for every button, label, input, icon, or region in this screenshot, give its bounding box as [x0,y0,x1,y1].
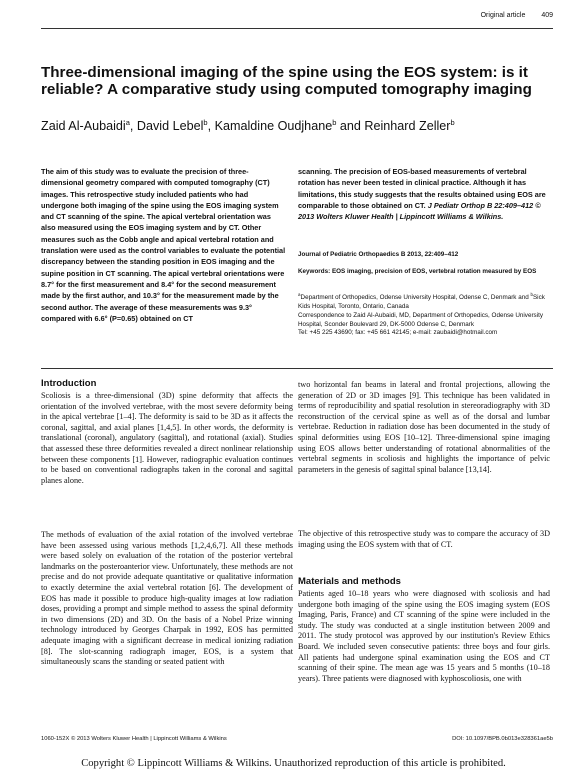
abstract-left: The aim of this study was to evaluate the precision of three-dimensional geometry compared with computed tomography (CT) images. This retrospective study included patients who had undergone both imaging of the spine using the EOS imaging system and CT scanning of the spine. The apical vertebral orientation was also measured using the EOS imaging system and by CT. Other measures such as the Cobb angle and apical vertebral rotation and translation were used as the control variables to evaluate the potential discrepancy between the standing position in EOS imaging and the supine position in CT scanning. The apical vertebral orientations were 8.7° for the first measurement and 8.4° for the second measurement made by the first author, and 10.3° for the measurement made by the second author. The average of these measurements was 9.3° compared with 6.6° (P=0.65) obtained on CT [41,167,286,323]
author-list: Zaid Al-Aubaidi$^a$, David Lebel$^b$, Kamaldine Oudjhane$^b$ and Reinhard Zeller$^b$ [41,118,455,134]
author: Reinhard Zeller [364,119,451,134]
copyright-notice: Copyright © Lippincott Williams & Wilkins. Unauthorized reproduction of this article is prohibited. [81,758,506,769]
contact-info: Tel: +45 225 43690; fax: +45 661 42145; e-mail: zaubaidi@hotmail.com [298,329,498,337]
section-heading: Introduction [41,378,97,389]
intro-paragraph: Scoliosis is a three-dimensional (3D) spine deformity that affects the orientation of the involved vertebrae, with the most severe deformity being in the apical vertebrae [1–4]. The deformity is said to be 3D as it affects the coronal, sagittal, and axial planes [1,4,5]. In other words, the deformity is translational (coronal), angulatory (sagittal), and rotational (axial). Studies that assessed these three deformities revealed a direct nonlinear relationship between these components [1]. However, radiographic evaluation continues to be based on conventional radiographs taken in the coronal and sagittal planes alone. [41,391,293,485]
intro-paragraph: two horizontal fan beams in lateral and frontal projections, allowing the generation of 2D or 3D images [9]. This technique has been validated in terms of reproducibility and spatial resolution in stereoradiography with 3D reconstruction of the cervical spine as well as of the dorsal and lumbar vertebrae. Reduction in radiation dose has been documented in the study of spinal deformities using EOS [10–12]. Three-dimensional spine imaging using EOS allows better understanding of rotational abnormalities of the vertebral segments in scoliosis and highlights the importance of pelvic parameters in the genesis of sagittal spinal balance [13,14]. [298,380,550,474]
page-number: 409 [541,12,553,19]
article-title: Three-dimensional imaging of the spine using the EOS system: is it reliable? A comparative study using computed tomography imaging [41,64,532,98]
correspondence: Correspondence to Zaid Al-Aubaidi, MD, Department of Orthopedics, Odense University Hospital, Sconder Boulevard 29, DK-5000 Odense C, Denmark Tel: +45 225 43690; fax: +45 661 42145; e-mail: zaubaidi@hotmail.com [298,312,543,337]
author: Kamaldine Oudjhane [214,119,333,134]
running-header [467,12,553,19]
header-rule [41,28,553,29]
intro-paragraph: The objective of this retrospective study was to compare the accuracy of 3D imaging using the EOS system with that of CT. [298,529,550,549]
keywords: Keywords: EOS imaging, precision of EOS, vertebral rotation measured by EOS [298,268,537,275]
author: David Lebel [136,119,204,134]
intro-paragraph: The methods of evaluation of the axial rotation of the involved vertebrae have been assessed using various methods [1,2,4,6,7]. All these methods were based solely on evaluation of the rotation of the posterior vertebral landmarks on the posteroanterior view. Unfortunately, these methods are not precise and do not provide adequate quantitative or qualitative information to exactly determine the axial vertebral rotation [6]. The development of EOS has made it possible to produce high-quality images at low radiation doses, providing a prompt and simple method to assess the spinal deformity in two dimensions (2D) and 3D. On the basis of a Nobel Prize winning technology introduced by Georges Charpak in 1992, EOS has permitted adequate imaging with a significant decrease in medical ionizing radiation [8]. The slot-scanning radiograph imager, EOS, is a system that simultaneously scans the standing or seated patient with [41,530,293,667]
article-type: Original article [480,12,526,19]
abstract-right: scanning. The precision of EOS-based measurements of vertebral rotation has never been tested in clinical practice. Although it has limitations, this study suggests that the results obtained using EOS are comparable to those obtained on CT. J Pediatr Orthop B 22:409–412 © 2013 Wolters Kluwer Health | Lippincott Williams & Wilkins. [298,167,546,222]
journal-line: Journal of Pediatric Orthopaedics B 2013, 22:409–412 [298,251,459,258]
author: Zaid Al-Aubaidi [41,119,126,134]
abstract-rule [41,368,553,369]
section-heading: Materials and methods [298,576,401,587]
footer-doi: DOI: 10.1097/BPB.0b013e328361ae5b [452,736,553,742]
citation: J Pediatr Orthop B 22:409–412 © 2013 Wolters Kluwer Health | Lippincott Williams & Wilkins. [298,200,541,222]
methods-paragraph: Patients aged 10–18 years who were diagnosed with scoliosis and had undergone both imaging of the spine using the EOS imaging system (EOS Imaging, Paris, France) and CT scanning of the spine were included in the study. The study was conducted at a single institution between 2009 and 2011. The study protocol was approved by our institution's Review Ethics Board. We included seven consecutive patients: three boys and four girls. All patients had undergone spinal examination using the EOS and CT scanning of their spine. The mean age was 15 years and 5 months (10–18 years). Three patients were diagnosed with kyphoscoliosis, one with [298,589,550,683]
affiliations: $^a$Department of Orthopedics, Odense University Hospital, Odense C, Denmark and $^b$Sick Kids Hospital, Toronto, Ontario, Canada [298,292,545,310]
footer-issn: 1060-152X © 2013 Wolters Kluwer Health | Lippincott Williams & Wilkins [41,736,227,742]
